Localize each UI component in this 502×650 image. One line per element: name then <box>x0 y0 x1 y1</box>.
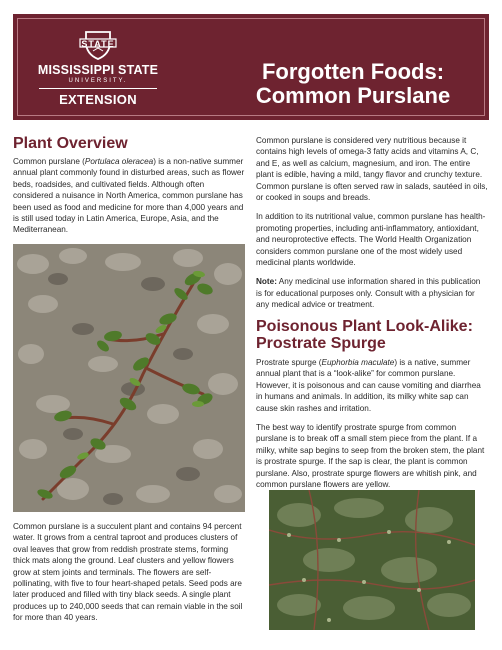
lookalike-heading-line-2: Prostrate Spurge <box>256 335 386 352</box>
logo-divider <box>39 88 157 89</box>
prostrate-spurge-photo <box>269 490 475 630</box>
header-banner <box>13 14 489 120</box>
note-label: Note: <box>256 277 277 287</box>
title-line-1: Forgotten Foods: <box>261 59 445 84</box>
nutrition-section <box>256 135 488 319</box>
overview-text-b: ) is a non-native summer annual plant commonly found in disturbed areas, such as flower beds, roadsides, and cultivated fields. Although often considered a nuisance in North America, common purslane has been used as food and medicine for more than 4,000 years and is still used today in Latin America, Europe, Asia, and the Mediterranean. <box>13 157 245 235</box>
medical-note <box>256 276 488 310</box>
nutrition-paragraph-2: In addition to its nutritional value, common purslane has health-promoting properties, including anti-inflammatory, antioxidant, and neuroprotective effects. The World Health Organization considers common purslane one of the most widely used medicinal plants worldwide. <box>256 212 486 268</box>
note-text: Any medicinal use information shared in this publication is for educational purposes only. Consult with a physician for any medical advice or treatment. <box>256 277 481 310</box>
overview-heading: Plant Overview <box>13 135 128 152</box>
lookalike-paragraph-1 <box>256 357 488 414</box>
lookalike-paragraph-2: The best way to identify prostrate spurge from common purslane is to break off a small stem piece from the plant. If a milky, white sap begins to seep from the broken stem, the plant is prostrate spurge. If the sap is clear, the plant is common purslane. Also, prostrate spurge flowers are whitish pink, and common purslane flowers are yellow. <box>256 423 485 490</box>
lookalike-heading <box>256 318 488 352</box>
university-name: MISSISSIPPI STATE <box>37 63 159 77</box>
lookalike-section <box>256 318 488 498</box>
nutrition-paragraph-1: Common purslane is considered very nutritious because it contains high levels of omega-3 fatty acids and vitamins A, C, and E, as well as calcium, magnesium, and iron. The entire plant is edible, having a mild, tangy flavor and crunchy texture. Common purslane is often served raw in salads, sautéed in oils, or cooked in soups and breads. <box>256 136 488 203</box>
msu-extension-logo <box>33 30 163 107</box>
university-word: UNIVERSITY. <box>68 78 128 84</box>
lookalike-text-a: Prostrate spurge ( <box>256 358 322 367</box>
spurge-species-name: Euphorbia maculate <box>321 358 395 367</box>
state-seal-icon <box>78 30 118 60</box>
seal-state-text: STATE <box>81 39 115 49</box>
purslane-species-name: Portulaca oleracea <box>84 157 154 166</box>
overview-paragraph-1 <box>13 156 245 236</box>
purslane-photo <box>13 244 245 512</box>
overview-text-a: Common purslane ( <box>13 157 85 166</box>
document-title <box>218 60 488 108</box>
description-section <box>13 521 245 632</box>
title-line-2: Common Purslane <box>255 83 451 108</box>
lookalike-heading-line-1: Poisonous Plant Look-Alike: <box>256 318 473 335</box>
overview-paragraph-2: Common purslane is a succulent plant and contains 94 percent water. It grows from a central taproot and produces clusters of oval leaves that grow from reddish prostrate stems, forming thick mats along the ground. Leaf clusters and yellow flowers grow at stem joints and terminals. The flowers are self-pollinating, with five to four heart-shaped petals. Seed pods are later produced and filled with tiny black seeds. A single plant produces up to 240,000 seeds that can remain viable in the soil for more than 40 years. <box>13 522 243 623</box>
extension-label: EXTENSION <box>59 92 137 107</box>
overview-section <box>13 135 245 244</box>
lookalike-text-b: ) is a native, summer annual plant that is a “look-alike” for common purslane. However, it is poisonous and can cause vomiting and diarrhea in humans and animals. In addition, its milky white sap can cause skin rashes and irritation. <box>256 358 481 413</box>
